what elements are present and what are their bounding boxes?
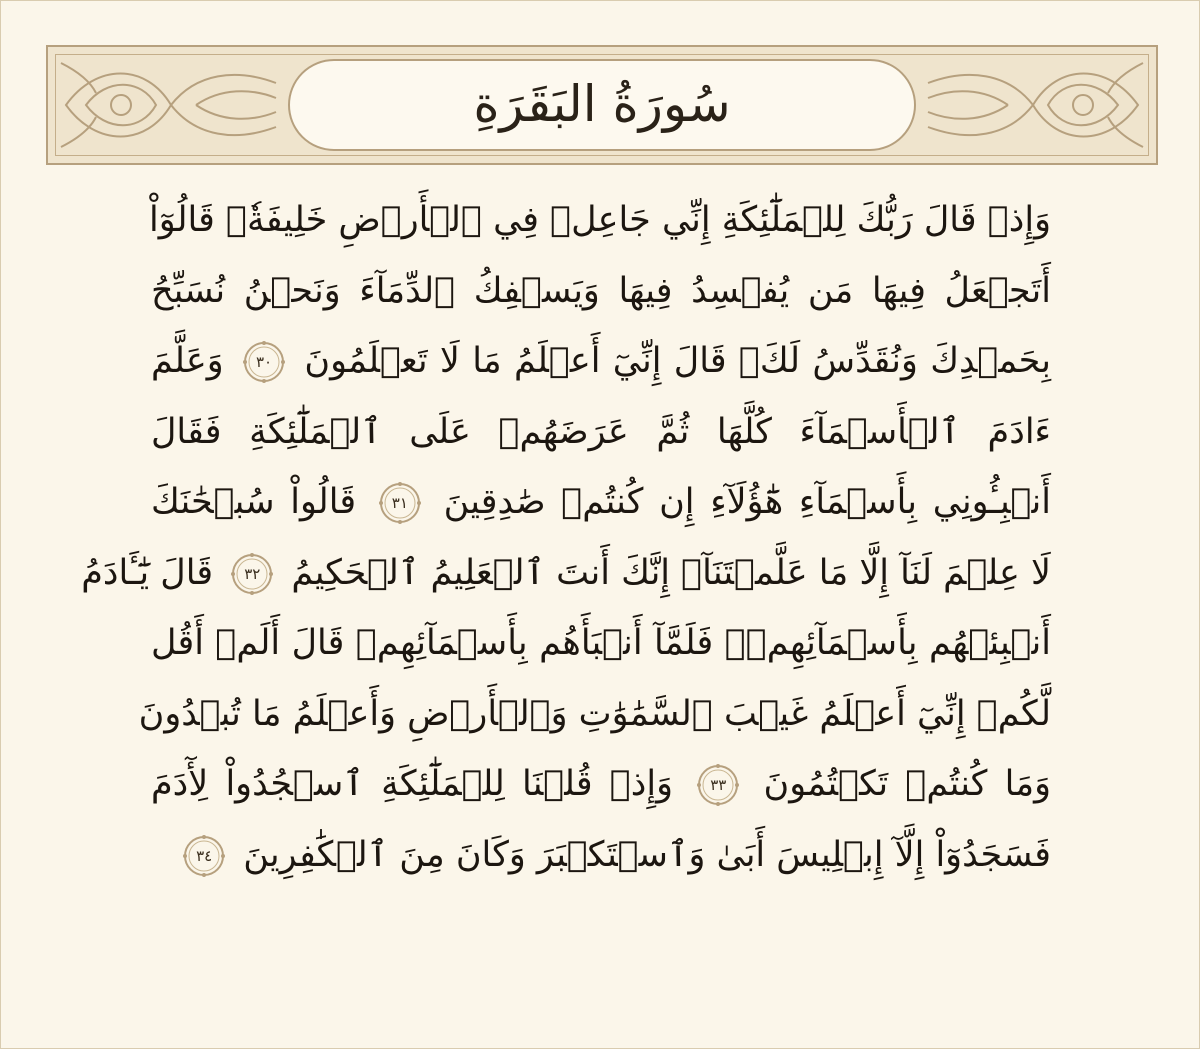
verse-line <box>138 679 1051 750</box>
verse-line <box>151 608 1051 679</box>
verse-text: وَمَا كُنتُمۡ تَكۡتُمُونَ <box>763 764 1051 804</box>
verse-line <box>151 749 1051 820</box>
arabesque-ornament-left-icon <box>56 53 286 157</box>
ayah-number: ٣٢ <box>244 564 261 583</box>
ayah-number-marker <box>182 834 226 878</box>
ayah-number-marker <box>378 481 422 525</box>
verse-line <box>151 820 1051 891</box>
verse-line <box>151 256 1051 327</box>
verse-line <box>81 538 1051 609</box>
verse-line <box>151 326 1051 397</box>
verse-text: قَالَ يَٰٓـَٔادَمُ <box>81 552 214 593</box>
verse-text: وَإِذۡ قَالَ رَبُّكَ لِلۡمَلَٰٓئِكَةِ إِنِّي جَاعِلٞ فِي ٱلۡأَرۡضِ خَلِيفَةٗۖ قَالُوٓاْ <box>149 200 1051 240</box>
surah-header-frame <box>46 45 1158 165</box>
verse-text: وَعَلَّمَ <box>151 341 224 381</box>
ayah-number: ٣٠ <box>255 353 273 371</box>
verse-line <box>151 397 1051 468</box>
surah-title-cartouche <box>288 59 916 151</box>
arabesque-ornament-right-icon <box>918 53 1148 157</box>
verse-line <box>151 467 1051 538</box>
ayah-number-marker <box>242 340 286 384</box>
verse-text-body <box>81 185 1051 1035</box>
verse-line <box>151 185 1051 256</box>
surah-title: سُورَةُ البَقَرَةِ <box>473 75 731 133</box>
verse-text: أَنۢبِـُٔونِي بِأَسۡمَآءِ هَٰٓؤُلَآءِ إِن كُنتُمۡ صَٰدِقِينَ <box>443 482 1051 522</box>
verse-text: أَنۢبِئۡهُم بِأَسۡمَآئِهِمۡۖ فَلَمَّآ أَنۢبَأَهُم بِأَسۡمَآئِهِمۡ قَالَ أَلَمۡ أَقُل <box>151 623 1051 663</box>
ayah-number-marker <box>230 552 274 596</box>
verse-text: فَسَجَدُوٓاْ إِلَّآ إِبۡلِيسَ أَبَىٰ وَٱسۡتَكۡبَرَ وَكَانَ مِنَ ٱلۡكَٰفِرِينَ <box>243 834 1051 875</box>
verse-text: ءَادَمَ ٱلۡأَسۡمَآءَ كُلَّهَا ثُمَّ عَرَضَهُمۡ عَلَى ٱلۡمَلَٰٓئِكَةِ فَقَالَ <box>151 411 1051 452</box>
verse-text: لَّكُمۡ إِنِّيٓ أَعۡلَمُ غَيۡبَ ٱلسَّمَٰوَٰتِ وَٱلۡأَرۡضِ وَأَعۡلَمُ مَا تُبۡدُونَ <box>138 693 1051 734</box>
verse-text: وَإِذۡ قُلۡنَا لِلۡمَلَٰٓئِكَةِ ٱسۡجُدُواْ لِأٓدَمَ <box>151 764 674 804</box>
verse-text: قَالُواْ سُبۡحَٰنَكَ <box>151 482 357 522</box>
ayah-number: ٣٣ <box>710 776 727 794</box>
verse-text: أَتَجۡعَلُ فِيهَا مَن يُفۡسِدُ فِيهَا وَيَسۡفِكُ ٱلدِّمَآءَ وَنَحۡنُ نُسَبِّحُ <box>151 270 1051 311</box>
verse-text: بِحَمۡدِكَ وَنُقَدِّسُ لَكَۖ قَالَ إِنِّيٓ أَعۡلَمُ مَا لَا تَعۡلَمُونَ <box>304 341 1051 381</box>
verse-text: لَا عِلۡمَ لَنَآ إِلَّا مَا عَلَّمۡتَنَآۖ إِنَّكَ أَنتَ ٱلۡعَلِيمُ ٱلۡحَكِيمُ <box>291 552 1051 593</box>
ayah-number: ٣٤ <box>196 846 213 865</box>
ayah-number-marker <box>696 763 740 807</box>
ayah-number: ٣١ <box>391 494 408 512</box>
